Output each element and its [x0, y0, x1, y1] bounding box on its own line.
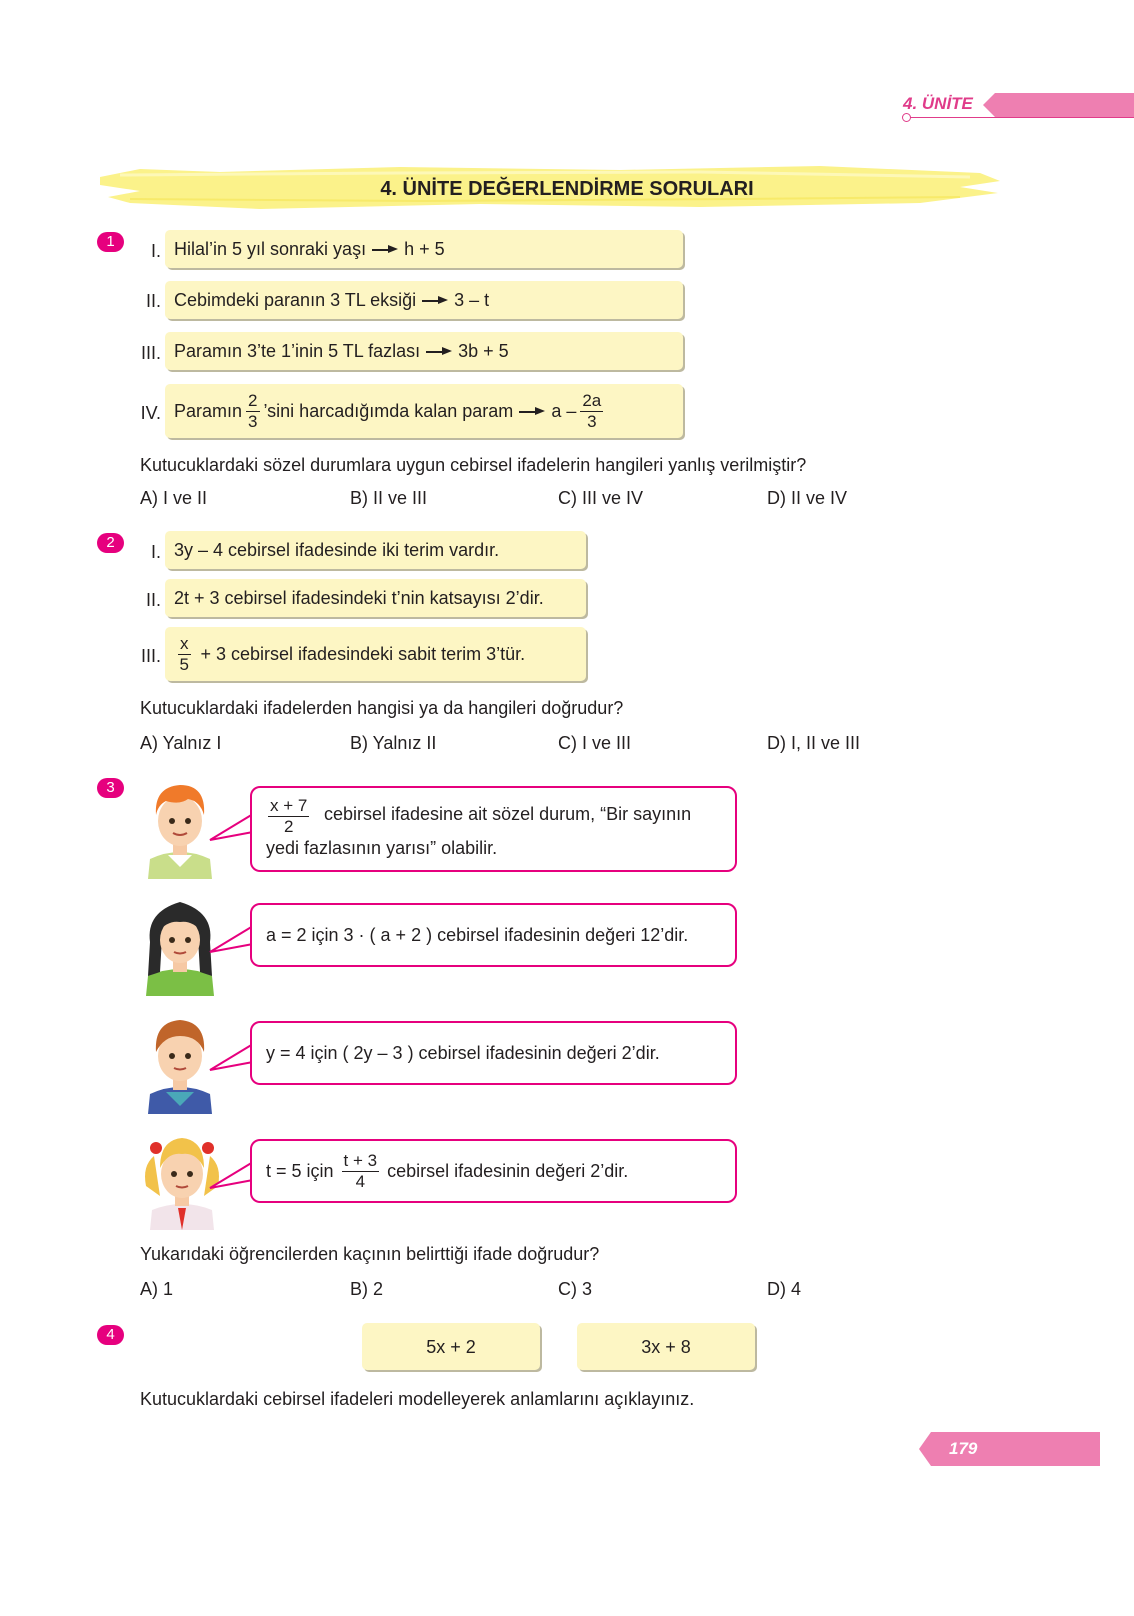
speech-bubble: [250, 1021, 737, 1085]
statement-text: 3y – 4 cebirsel ifadesinde iki terim vardır.: [174, 540, 500, 560]
speech-bubble: [250, 903, 737, 967]
question-badge-2: 2: [97, 533, 124, 553]
question-text: Kutucuklardaki sözel durumlara uygun cebirsel ifadelerin hangileri yanlış verilmiştir?: [140, 455, 807, 475]
question-badge-3: 3: [97, 778, 124, 798]
roman-numeral: III.: [140, 646, 161, 666]
option-c[interactable]: C) I ve III: [558, 733, 632, 753]
unit-label: 4. ÜNİTE: [903, 94, 973, 113]
option-b[interactable]: B) 2: [350, 1279, 384, 1299]
option-a[interactable]: A) Yalnız I: [140, 733, 222, 753]
bubble-text: t = 5 için: [266, 1160, 334, 1181]
bubble-tail: [208, 810, 254, 850]
fraction-denominator: 4: [355, 1171, 366, 1191]
option-b[interactable]: B) Yalnız II: [350, 733, 437, 753]
statement-box: [165, 281, 683, 319]
fraction-denominator: 5: [179, 654, 189, 674]
bubble-text: yedi fazlasının yarısı” olabilir.: [266, 838, 498, 858]
bubble-tail: [208, 922, 254, 962]
page-number: 179: [949, 1439, 978, 1458]
fraction-numerator: t + 3: [343, 1150, 378, 1170]
expression-text: 3x + 8: [641, 1336, 691, 1357]
fraction-numerator: 2a: [582, 390, 602, 410]
option-d[interactable]: D) I, II ve III: [767, 733, 861, 753]
question-badge-1: 1: [97, 232, 124, 252]
arrow-icon: [422, 295, 448, 305]
fraction-denominator: 3: [587, 411, 597, 431]
statement-box: [165, 332, 683, 370]
question-text: Yukarıdaki öğrencilerden kaçının belirttiği ifade doğrudur?: [140, 1244, 600, 1264]
statement-expression: a –: [551, 401, 577, 421]
option-a[interactable]: A) 1: [140, 1279, 174, 1299]
bubble-tail: [208, 1040, 254, 1080]
arrow-icon: [426, 346, 452, 356]
statement-text: + 3 cebirsel ifadesindeki sabit terim 3’tür.: [200, 644, 526, 664]
statement-text: Cebimdeki paranın 3 TL eksiği: [174, 290, 417, 310]
bubble-tail: [208, 1158, 254, 1198]
option-d[interactable]: D) 4: [767, 1279, 802, 1299]
statement-box: [165, 384, 683, 438]
bubble-text: a = 2 için 3 · ( a + 2 ) cebirsel ifadesinin değeri 12’dir.: [266, 924, 689, 945]
expression-box: [577, 1323, 755, 1370]
unit-tag-bar: [995, 93, 1134, 117]
statement-text: 2t + 3 cebirsel ifadesindeki t’nin katsayısı 2’dir.: [174, 588, 544, 608]
fraction: [580, 391, 603, 432]
fraction: [342, 1151, 380, 1192]
question-text: Kutucuklardaki cebirsel ifadeleri modelleyerek anlamlarını açıklayınız.: [140, 1389, 695, 1409]
statement-text: ’sini harcadığımda kalan param: [263, 401, 514, 421]
question-text: Kutucuklardaki ifadelerden hangisi ya da hangileri doğrudur?: [140, 698, 624, 718]
roman-numeral: II.: [145, 590, 161, 610]
fraction: [268, 796, 309, 837]
statement-text: Paramın: [174, 401, 243, 421]
question-badge-4: 4: [97, 1325, 124, 1345]
speech-bubble: [250, 786, 737, 872]
fraction: [178, 634, 191, 675]
arrow-icon: [519, 406, 545, 416]
roman-numeral: I.: [150, 241, 161, 261]
statement-box: [165, 579, 586, 617]
option-a[interactable]: A) I ve II: [140, 488, 208, 508]
statement-box: [165, 627, 586, 681]
arrow-icon: [372, 244, 398, 254]
option-b[interactable]: B) II ve III: [350, 488, 428, 508]
expression-box: [362, 1323, 540, 1370]
unit-dot: [902, 113, 911, 122]
statement-expression: 3b + 5: [458, 341, 509, 361]
statement-expression: 3 – t: [454, 290, 490, 310]
statement-text: Hilal’in 5 yıl sonraki yaşı: [174, 239, 367, 259]
roman-numeral: I.: [150, 542, 161, 562]
option-c[interactable]: C) 3: [558, 1279, 593, 1299]
option-c[interactable]: C) III ve IV: [558, 488, 644, 508]
unit-underline: [908, 117, 1134, 118]
fraction-numerator: x + 7: [270, 796, 308, 815]
bubble-text: cebirsel ifadesine ait sözel durum, “Bir sayının: [324, 804, 692, 824]
bubble-text: y = 4 için ( 2y – 3 ) cebirsel ifadesinin değeri 2’dir.: [266, 1042, 660, 1063]
fraction-denominator: 3: [248, 411, 258, 431]
bubble-text: cebirsel ifadesinin değeri 2’dir.: [387, 1160, 629, 1181]
fraction-denominator: 2: [283, 817, 294, 836]
roman-numeral: III.: [140, 343, 161, 363]
statement-expression: h + 5: [404, 239, 445, 259]
option-d[interactable]: D) II ve IV: [767, 488, 848, 508]
fraction-numerator: 2: [248, 390, 258, 410]
statement-text: Paramın 3’te 1’inin 5 TL fazlası: [174, 341, 421, 361]
page-title: 4. ÜNİTE DEĞERLENDİRME SORULARI: [380, 178, 754, 200]
fraction-numerator: x: [180, 633, 189, 653]
fraction: [246, 391, 259, 432]
statement-box: [165, 531, 586, 569]
expression-text: 5x + 2: [426, 1336, 476, 1357]
roman-numeral: II.: [145, 291, 161, 311]
statement-box: [165, 230, 683, 268]
speech-bubble: [250, 1139, 737, 1203]
roman-numeral: IV.: [140, 403, 161, 423]
